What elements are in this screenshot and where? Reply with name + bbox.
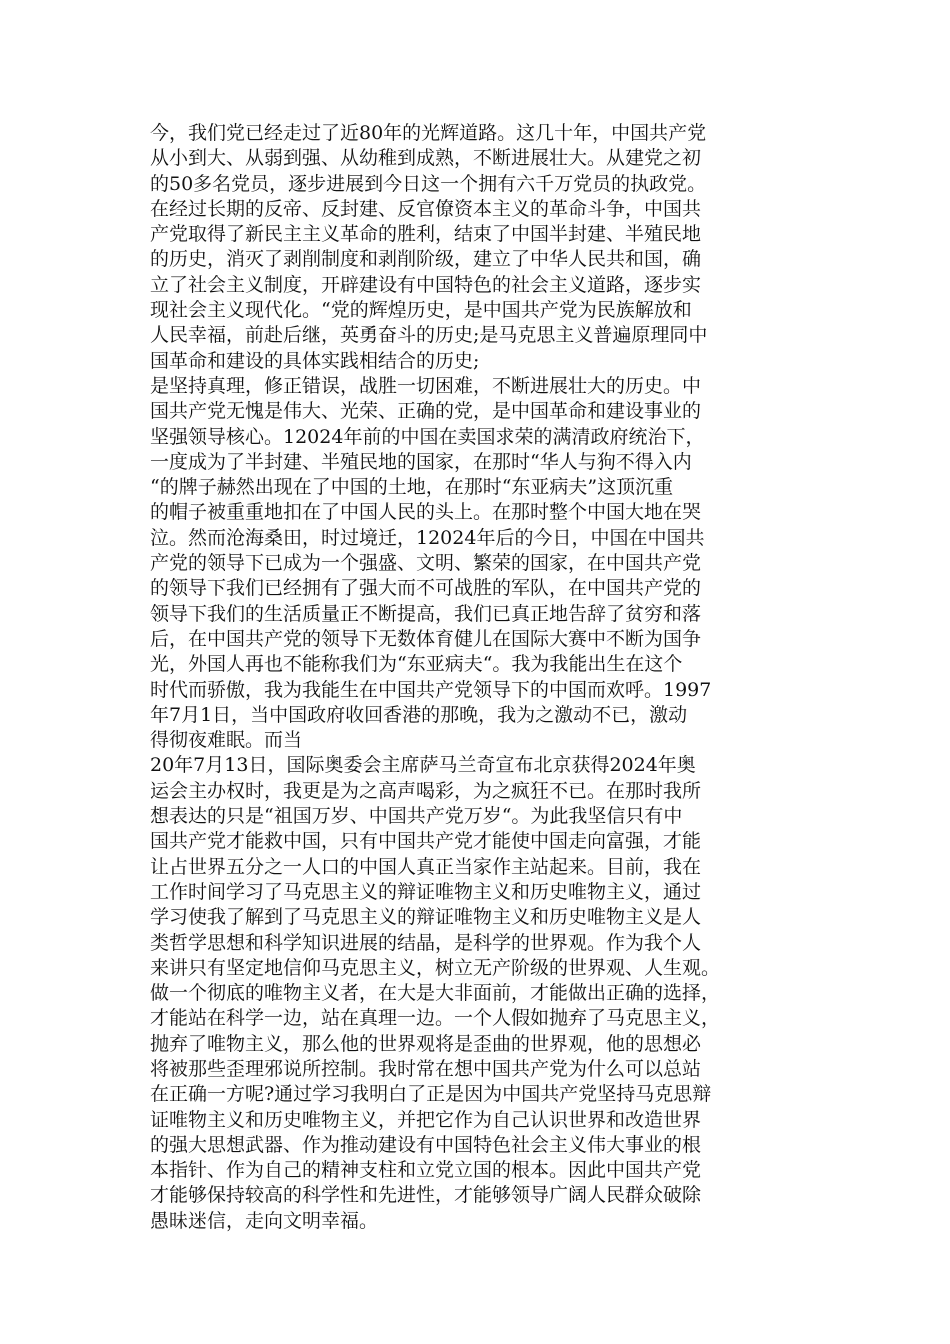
text-line: 领导下我们的生活质量正不断提高，我们已真正地告辞了贫穷和落 bbox=[150, 602, 702, 625]
paragraph bbox=[150, 121, 810, 374]
paragraph bbox=[150, 374, 810, 753]
text-line: 国共产党才能救中国，只有中国共产党才能使中国走向富强，才能 bbox=[150, 830, 702, 853]
text-line: 国共产党无愧是伟大、光荣、正确的党，是中国革命和建设事业的 bbox=[150, 400, 702, 423]
text-line: 泣。然而沧海桑田，时过境迁，12024年后的今日，中国在中国共 bbox=[150, 526, 705, 549]
text-line: 想表达的只是“祖国万岁、中国共产党万岁“。为此我坚信只有中 bbox=[150, 805, 683, 828]
text-line: 来讲只有坚定地信仰马克思主义，树立无产阶级的世界观、人生观。 bbox=[150, 956, 721, 979]
text-line: 在经过长期的反帝、反封建、反官僚资本主义的革命斗争，中国共 bbox=[150, 197, 702, 220]
text-line: 愚昧迷信，走向文明幸福。 bbox=[150, 1209, 379, 1232]
document-body bbox=[150, 121, 810, 1234]
text-line: 的领导下我们已经拥有了强大而不可战胜的军队，在中国共产党的 bbox=[150, 577, 702, 600]
text-line: 年7月1日，当中国政府收回香港的那晚，我为之激动不已，激动 bbox=[150, 703, 688, 726]
text-line: 类哲学思想和科学知识进展的结晶，是科学的世界观。作为我个人 bbox=[150, 931, 702, 954]
text-line: 人民幸福，前赴后继，英勇奋斗的历史;是马克思主义普遍原理同中 bbox=[150, 324, 708, 347]
text-line: 做一个彻底的唯物主义者，在大是大非面前，才能做出正确的选择， bbox=[150, 982, 721, 1005]
text-line: 将被那些歪理邪说所控制。我时常在想中国共产党为什么可以总站 bbox=[150, 1057, 702, 1080]
text-line: “的牌子赫然出现在了中国的土地，在那时“东亚病夫”这顶沉重 bbox=[150, 476, 674, 499]
text-line: 产党取得了新民主主义革命的胜利，结束了中国半封建、半殖民地 bbox=[150, 223, 702, 246]
text-line: 本指针、作为自己的精神支柱和立党立国的根本。因此中国共产党 bbox=[150, 1159, 702, 1182]
text-line: 国革命和建设的具体实践相结合的历史; bbox=[150, 349, 480, 372]
text-line: 是坚持真理，修正错误，战胜一切困难，不断进展壮大的历史。中 bbox=[150, 374, 702, 397]
text-line: 从小到大、从弱到强、从幼稚到成熟，不断进展壮大。从建党之初 bbox=[150, 147, 702, 170]
text-line: 立了社会主义制度，开辟建设有中国特色的社会主义道路，逐步实 bbox=[150, 273, 702, 296]
text-line: 抛弃了唯物主义，那么他的世界观将是歪曲的世界观，他的思想必 bbox=[150, 1032, 702, 1055]
text-line: 后，在中国共产党的领导下无数体育健儿在国际大赛中不断为国争 bbox=[150, 627, 702, 650]
text-line: 的50多名党员，逐步进展到今日这一个拥有六千万党员的执政党。 bbox=[150, 172, 707, 195]
text-line: 时代而骄傲，我为我能生在中国共产党领导下的中国而欢呼。1997 bbox=[150, 678, 712, 701]
text-line: 才能站在科学一边，站在真理一边。一个人假如抛弃了马克思主义， bbox=[150, 1007, 721, 1030]
text-line: 20年7月13日，国际奥委会主席萨马兰奇宣布北京获得2024年奥 bbox=[150, 754, 696, 777]
text-line: 现社会主义现代化。“党的辉煌历史，是中国共产党为民族解放和 bbox=[150, 299, 692, 322]
text-line: 光，外国人再也不能称我们为“东亚病夫“。我为我能出生在这个 bbox=[150, 653, 683, 676]
text-line: 得彻夜难眠。而当 bbox=[150, 729, 303, 752]
text-line: 一度成为了半封建、半殖民地的国家，在那时“华人与狗不得入内 bbox=[150, 450, 692, 473]
text-line: 证唯物主义和历史唯物主义，并把它作为自己认识世界和改造世界 bbox=[150, 1108, 702, 1131]
text-line: 让占世界五分之一人口的中国人真正当家作主站起来。目前，我在 bbox=[150, 855, 702, 878]
text-line: 产党的领导下已成为一个强盛、文明、繁荣的国家，在中国共产党 bbox=[150, 552, 702, 575]
paragraph bbox=[150, 753, 810, 1234]
text-line: 工作时间学习了马克思主义的辩证唯物主义和历史唯物主义，通过 bbox=[150, 880, 702, 903]
text-line: 的强大思想武器、作为推动建设有中国特色社会主义伟大事业的根 bbox=[150, 1133, 702, 1156]
text-line: 坚强领导核心。12024年前的中国在卖国求荣的满清政府统治下， bbox=[150, 425, 705, 448]
text-line: 才能够保持较高的科学性和先进性，才能够领导广阔人民群众破除 bbox=[150, 1184, 702, 1207]
text-line: 学习使我了解到了马克思主义的辩证唯物主义和历史唯物主义是人 bbox=[150, 906, 702, 929]
text-line: 的历史，消灭了剥削制度和剥削阶级，建立了中华人民共和国，确 bbox=[150, 248, 702, 271]
text-line: 今，我们党已经走过了近80年的光辉道路。这几十年，中国共产党 bbox=[150, 122, 707, 144]
text-line: 在正确一方呢?通过学习我明白了正是因为中国共产党坚持马克思辩 bbox=[150, 1083, 712, 1106]
text-line: 运会主办权时，我更是为之高声喝彩，为之疯狂不已。在那时我所 bbox=[150, 779, 702, 802]
text-line: 的帽子被重重地扣在了中国人民的头上。在那时整个中国大地在哭 bbox=[150, 501, 702, 524]
